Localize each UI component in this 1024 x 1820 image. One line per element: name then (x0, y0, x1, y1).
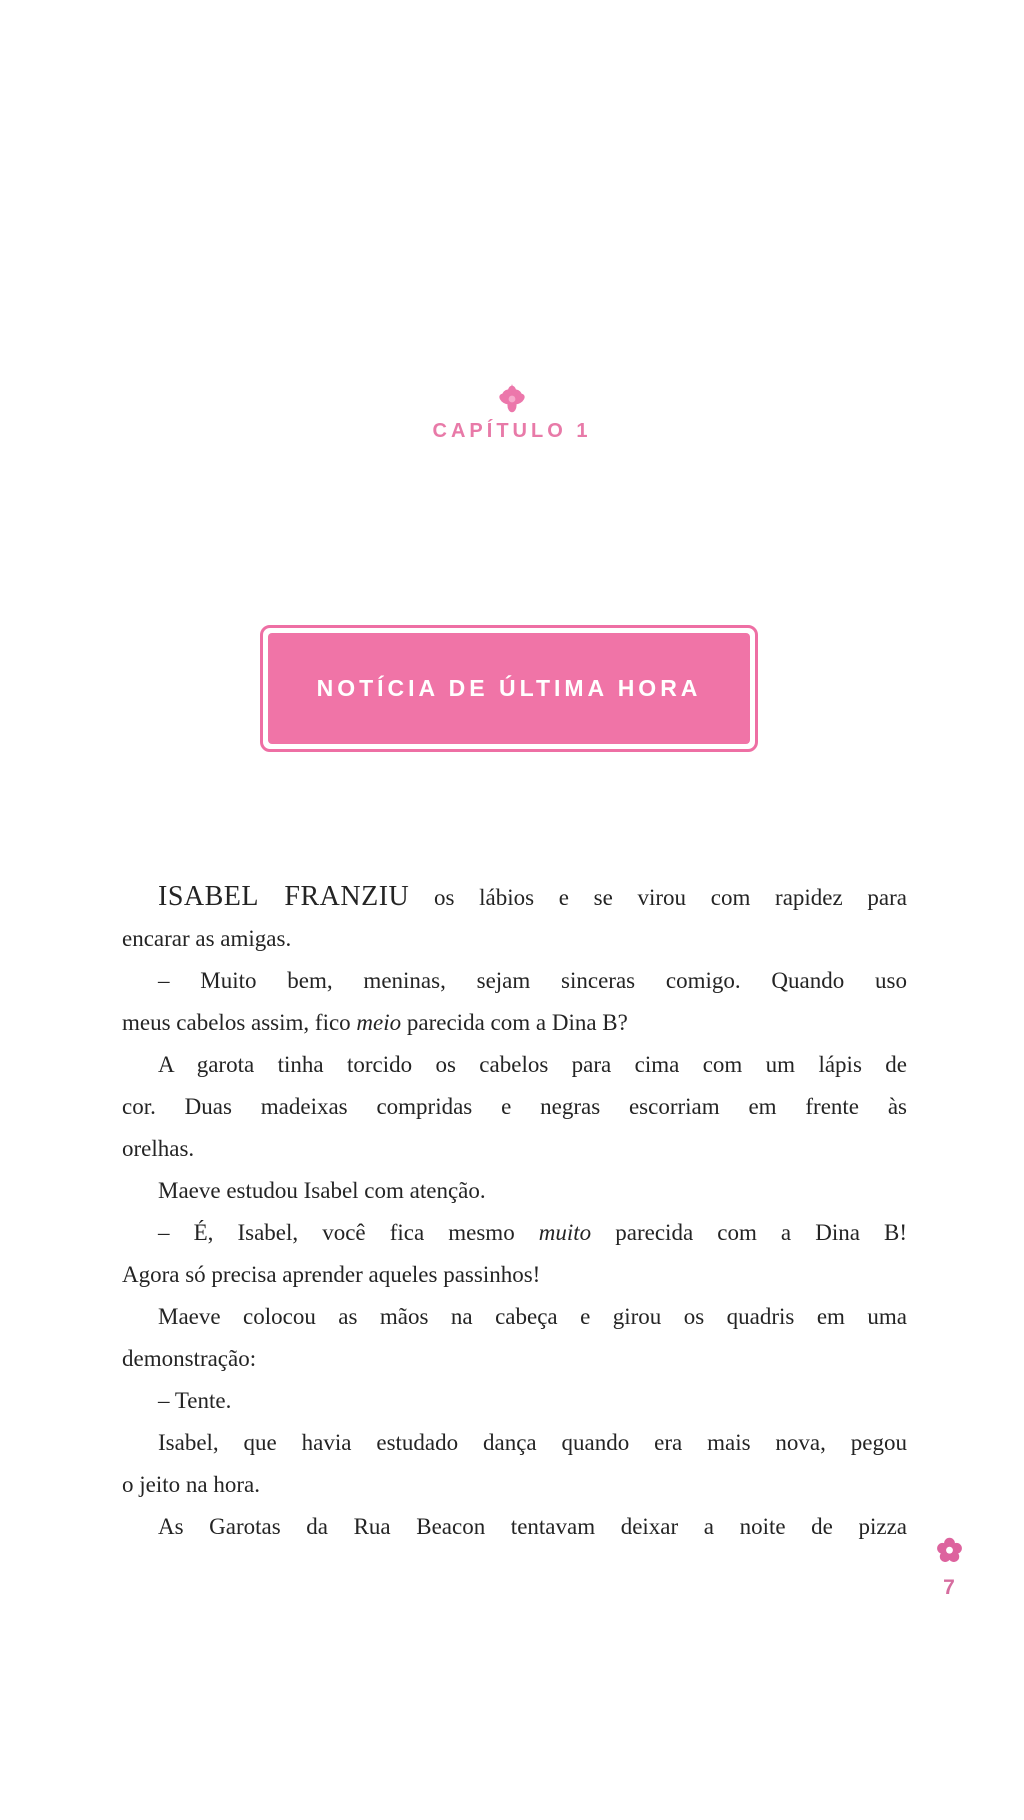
text-segment: – É, Isabel, você fica mesmo (158, 1220, 539, 1245)
page-number: 7 (943, 1576, 955, 1599)
text-line (122, 918, 907, 960)
chapter-heading: CAPÍTULO 1 (432, 420, 592, 442)
text-line (122, 1380, 907, 1422)
text-line (122, 1506, 907, 1548)
text-line (122, 1086, 907, 1128)
italic-text: meio (356, 1010, 402, 1035)
text-line (122, 1002, 907, 1044)
flower-ornament-icon (936, 1537, 963, 1564)
text-segment: A garota tinha torcido os cabelos para cima com um lápis de (158, 1052, 907, 1077)
text-segment: Maeve estudou Isabel com atenção. (158, 1178, 486, 1203)
text-segment: As Garotas da Rua Beacon tentavam deixar a noite de pizza (158, 1514, 907, 1539)
text-segment: Maeve colocou as mãos na cabeça e girou os quadris em uma (158, 1304, 907, 1329)
text-line (122, 1422, 907, 1464)
banner-label: NOTÍCIA DE ÚLTIMA HORA (316, 675, 702, 701)
text-line (122, 1464, 907, 1506)
italic-text: muito (538, 1220, 592, 1245)
text-segment: o jeito na hora. (122, 1472, 260, 1497)
text-segment: os lábios e se virou com rapidez para (409, 885, 907, 910)
text-segment: parecida com a Dina B! (591, 1220, 907, 1245)
text-segment: cor. Duas madeixas compridas e negras escorriam em frente às (122, 1094, 907, 1119)
text-segment: demonstração: (122, 1346, 257, 1371)
text-line (122, 1170, 907, 1212)
flower-ornament-icon (495, 382, 529, 416)
text-line (122, 1296, 907, 1338)
text-segment: encarar as amigas. (122, 926, 292, 951)
text-line (122, 1044, 907, 1086)
text-line (122, 876, 907, 918)
text-segment: – Tente. (158, 1388, 232, 1413)
text-segment: Isabel, que havia estudado dança quando era mais nova, pegou (158, 1430, 907, 1455)
text-line (122, 1338, 907, 1380)
text-segment: – Muito bem, meninas, sejam sinceras comigo. Quando uso (158, 968, 907, 993)
text-segment: parecida com a Dina B? (401, 1010, 628, 1035)
breaking-news-banner (260, 625, 758, 752)
text-segment: orelhas. (122, 1136, 195, 1161)
text-line (122, 1254, 907, 1296)
breaking-news-banner-fill (268, 633, 750, 744)
body-text (122, 876, 907, 1548)
chapter-head (0, 382, 1024, 443)
text-line (122, 960, 907, 1002)
text-segment: meus cabelos assim, fico (122, 1010, 357, 1035)
text-segment: Agora só precisa aprender aqueles passinhos! (122, 1262, 541, 1287)
lead-in-caps: ISABEL FRANZIU (158, 881, 410, 912)
text-line (122, 1128, 907, 1170)
text-line (122, 1212, 907, 1254)
